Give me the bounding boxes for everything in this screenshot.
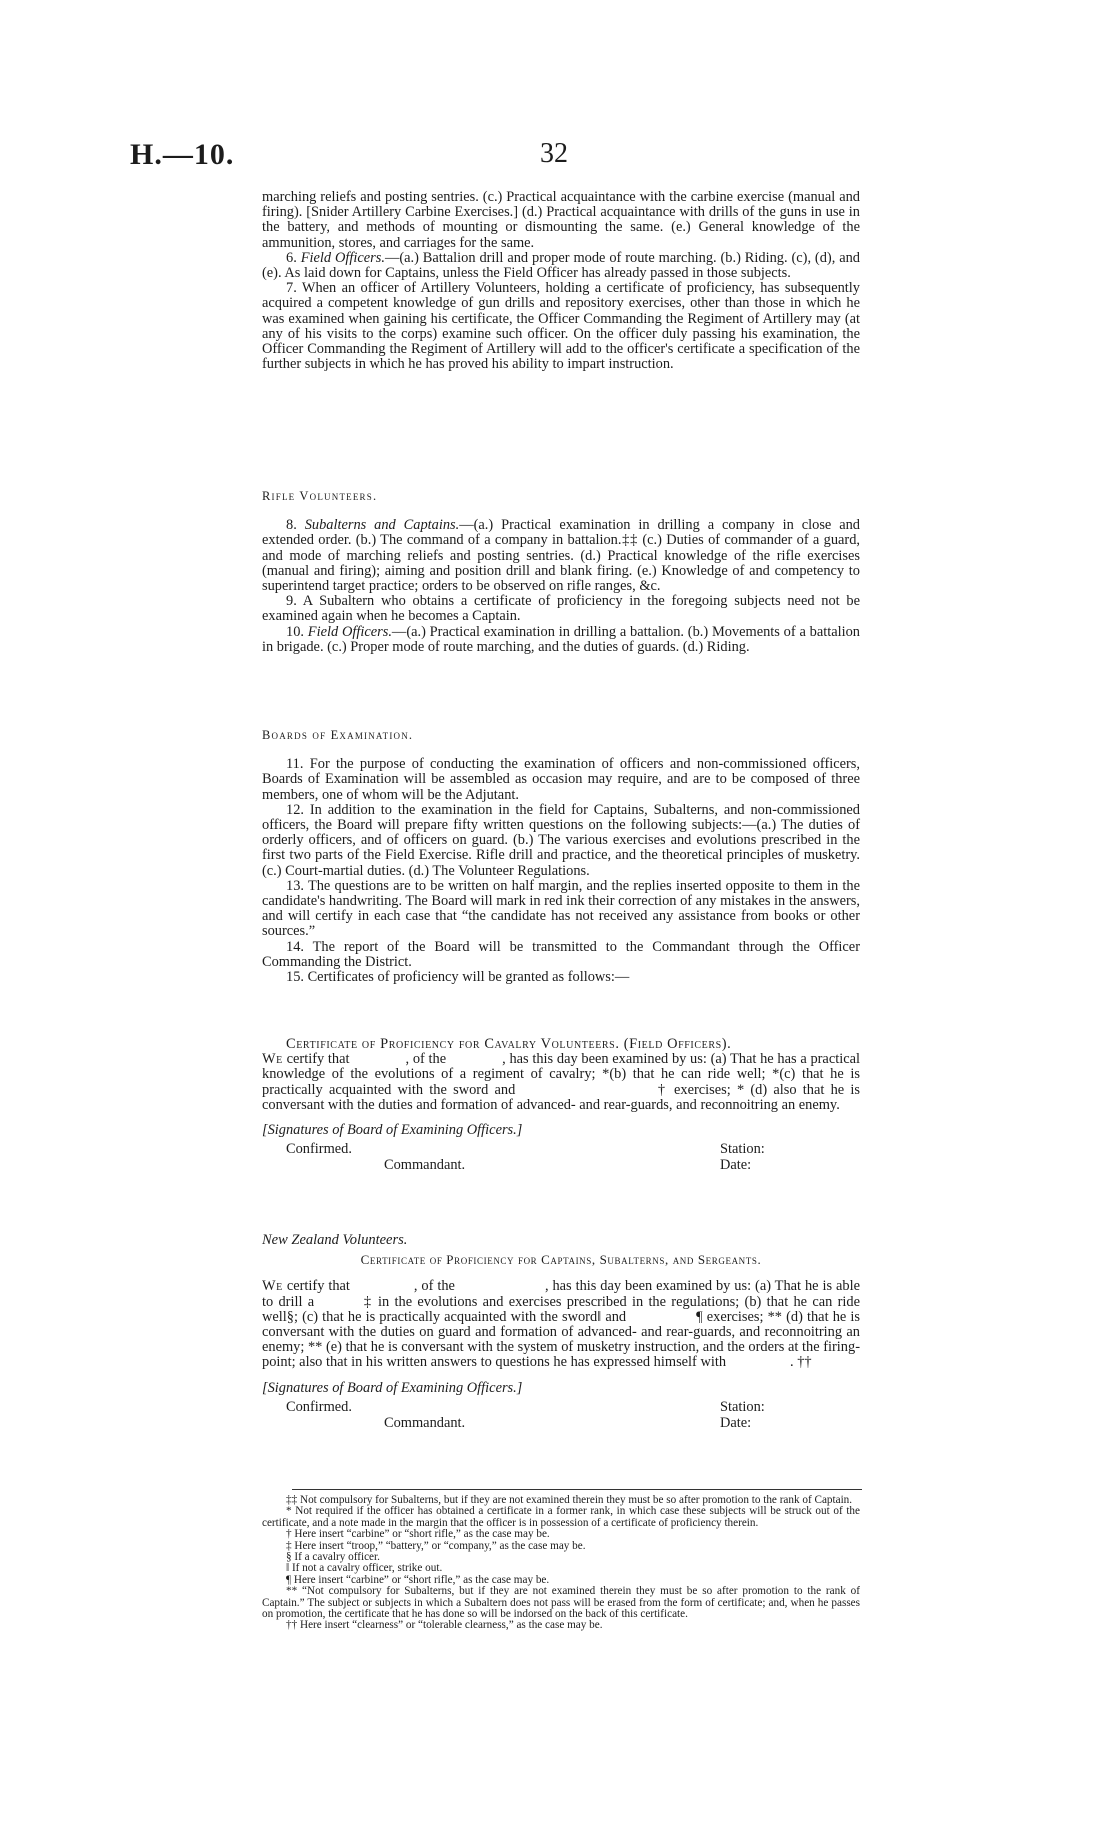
cavalry-commandant-label: Commandant.: [384, 1157, 466, 1174]
cavalry-station-label: Station:: [720, 1141, 765, 1158]
cavalry-certificate-text-1: certify that: [286, 1051, 350, 1068]
paragraph-7: 7. When an officer of Artillery Volunteers, holding a certificate of proficiency, has subsequently acquired a competent knowledge of gun drills and repository exercises, other than those in which he was examined when gaining his certificate, the Officer Commanding the Regiment of Artillery may (at any of his visits to the corps) examine such officer. On the officer duly passing his examination, the Officer Commanding the Regiment of Artillery will add to the officer's certificate a specification of the further subjects in which he has proved his ability to impart instruction.: [262, 280, 860, 373]
footnotes: [262, 1495, 860, 1632]
paragraph-8: [262, 518, 860, 594]
paragraph-15: 15. Certificates of proficiency will be granted as follows:—: [286, 969, 630, 986]
paragraph-8-number: 8.: [286, 517, 297, 534]
footnote: ‡ Here insert “troop,” “battery,” or “company,” as the case may be.: [286, 1539, 586, 1552]
nz-commandant-label: Commandant.: [384, 1414, 466, 1431]
footnote: * Not required if the officer has obtained a certificate in a former rank, in which case these subjects will be struck out of the certificate, and a note made in the margin that the officer is in possession of a certificate of proficiency therein.: [262, 1505, 860, 1529]
cavalry-certificate-title: Certificate of Proficiency for Cavalry Volunteers. (Field Officers).: [286, 1036, 732, 1052]
cavalry-certificate-body: [262, 1052, 860, 1113]
nz-certificate-text-6: . ††: [790, 1354, 812, 1371]
nz-volunteers-certificate-body: [262, 1279, 860, 1370]
footnote-rule: [292, 1489, 862, 1490]
paragraph-6-lead: Field Officers.: [300, 249, 385, 266]
cavalry-certificate-text-3: , has this day been examined by us: (a) That he has a practical knowledge of the evolutions of a regiment of cavalry; *(b) that he can ride well; *(c) that he is practically acquainted with the sword and: [262, 1051, 860, 1098]
artillery-section: [262, 190, 860, 372]
paragraph-10-lead: Field Officers.: [307, 623, 392, 640]
cavalry-certificate-dagger: †: [655, 1081, 668, 1098]
cavalry-certificate-we: We: [262, 1051, 283, 1068]
paragraph-10: [262, 625, 860, 655]
nz-certificate-text-2: , of the: [413, 1278, 455, 1295]
heading-rifle-volunteers: Rifle Volunteers.: [262, 489, 378, 503]
paragraph-8-text: —(a.) Practical examination in drilling a company in close and extended order. (b.) The command of a company in battalion.‡‡ (c.) Duties of commander of a guard, and mode of marching reliefs and posting sentries. (d.) Practical knowledge of the rifle exercises (manual and firing); aiming and position drill and blank firing. (e.) Knowledge of and competency to superintend target practice; orders to be observed on rifle ranges, &c.: [262, 517, 860, 595]
cavalry-date-label: Date:: [720, 1157, 752, 1174]
cavalry-certificate-signatures: [Signatures of Board of Examining Officers.]: [262, 1122, 523, 1139]
nz-station-label: Station:: [720, 1398, 765, 1415]
nz-certificate-text-3: , has this day been examined by us: (a) That he is able to drill a: [262, 1278, 860, 1310]
footnote: ‡‡ Not compulsory for Subalterns, but if they are not examined therein they must be so after promotion to the rank of Captain.: [286, 1494, 853, 1506]
rifle-section: [262, 489, 860, 655]
heading-boards-of-examination: Boards of Examination.: [262, 728, 414, 742]
cavalry-certificate-text-2: , of the: [405, 1051, 447, 1068]
nz-certificate-text-1: certify that: [286, 1278, 350, 1295]
paragraph-14: 14. The report of the Board will be transmitted to the Commandant through the Officer Commanding the District.: [262, 938, 860, 970]
cavalry-certificate-confirm-block: [262, 1138, 860, 1172]
nz-confirmed-label: Confirmed.: [286, 1398, 352, 1415]
footnote: ** “Not compulsory for Subalterns, but if they are not examined therein they must be so after promotion to the rank of Captain.” The subject or subjects in which a Subaltern does not pass will be erased from the form of certificate; and, when he passes on promotion, the certificate that he has done so will be indorsed on the back of this certificate.: [262, 1585, 860, 1621]
nz-volunteers-certificate-title: Certificate of Proficiency for Captains, Subalterns, and Sergeants.: [360, 1252, 762, 1268]
cavalry-confirmed-label: Confirmed.: [286, 1141, 352, 1158]
nz-certificate-text-4: ‡ in the evolutions and exercises prescribed in the regulations; (b) that he can ride well§; (c) that he is practically acquainted with the sword‖ and: [262, 1293, 860, 1325]
footnote: ¶ Here insert “carbine” or “short rifle,” as the case may be.: [286, 1573, 550, 1586]
boards-section: [262, 728, 860, 985]
nz-date-label: Date:: [720, 1414, 752, 1431]
paragraph-intro: marching reliefs and posting sentries. (c.) Practical acquaintance with the carbine exercise (manual and firing). [Snider Artillery Carbine Exercises.] (d.) Practical acquaintance with drills of the guns in use in the battery, and methods of mounting or dismounting the same. (e.) General knowledge of the ammunition, stores, and carriages for the same.: [262, 189, 860, 251]
nz-certificate-confirm-block: [262, 1396, 860, 1430]
footnote: ‖ If not a cavalry officer, strike out.: [286, 1562, 443, 1575]
paragraph-13: 13. The questions are to be written on half margin, and the replies inserted opposite to them in the candidate's handwriting. The Board will mark in red ink their correction of any mistakes in the answers, and will certify in each case that “the candidate has not received any assistance from books or other sources.”: [262, 877, 860, 940]
footnote: †† Here insert “clearness” or “tolerable clearness,” as the case may be.: [286, 1619, 603, 1632]
footnote: § If a cavalry officer.: [286, 1551, 380, 1564]
paragraph-6-text: —(a.) Battalion drill and proper mode of route marching. (b.) Riding. (c), (d), and (e). As laid down for Captains, unless the Field Officer has already passed in those subjects.: [262, 249, 860, 282]
paragraph-10-number: 10.: [286, 623, 304, 640]
nz-certificate-text-5: ¶ exercises; ** (d) that he is conversant with the duties on guard and formation of advanced- and rear-guards, and reconnoitring an enemy; ** (e) that he is conversant with the system of musketry instruction, and the orders at the firing-point; also that in his written answers to questions he has expressed himself with: [262, 1308, 860, 1371]
footnote: † Here insert “carbine” or “short rifle,” as the case may be.: [286, 1528, 550, 1541]
paragraph-12: 12. In addition to the examination in the field for Captains, Subalterns, and non-commissioned officers, the Board will prepare fifty written questions on the following subjects:—(a.) The duties of orderly officers, and of officers on guard. (b.) The various exercises and evolutions prescribed in the first two parts of the Field Exercise. Rifle drill and practice, and the theoretical principles of musketry. (c.) Court-martial duties. (d.) The Volunteer Regulations.: [262, 801, 860, 879]
page-number: 32: [540, 138, 568, 169]
paragraph-8-lead: Subalterns and Captains.: [304, 517, 460, 534]
document-code: H.—10.: [130, 138, 235, 171]
paragraph-6: [262, 251, 860, 281]
nz-certificate-signatures: [Signatures of Board of Examining Officers.]: [262, 1379, 523, 1396]
paragraph-10-text: —(a.) Practical examination in drilling a battalion. (b.) Movements of a battalion in brigade. (c.) Proper mode of route marching, and the duties of guards. (d.) Riding.: [262, 623, 860, 655]
nz-volunteers-certificate: [262, 1233, 860, 1430]
paragraph-6-number: 6.: [286, 249, 297, 266]
paragraph-11: 11. For the purpose of conducting the examination of officers and non-commissioned officers, Boards of Examination will be assembled as occasion may require, and are to be composed of three members, one of whom will be the Adjutant.: [262, 756, 860, 803]
nz-certificate-we: We: [262, 1278, 283, 1295]
cavalry-certificate: [262, 1037, 860, 1172]
nz-volunteers-subtitle: New Zealand Volunteers.: [262, 1232, 408, 1248]
paragraph-9: 9. A Subaltern who obtains a certificate of proficiency in the foregoing subjects need not be examined again when he becomes a Captain.: [262, 593, 860, 625]
cavalry-certificate-text-5: exercises; * (d) also that he is conversant with the duties and formation of advanced- and rear-guards, and reconnoitring an enemy.: [262, 1081, 860, 1113]
